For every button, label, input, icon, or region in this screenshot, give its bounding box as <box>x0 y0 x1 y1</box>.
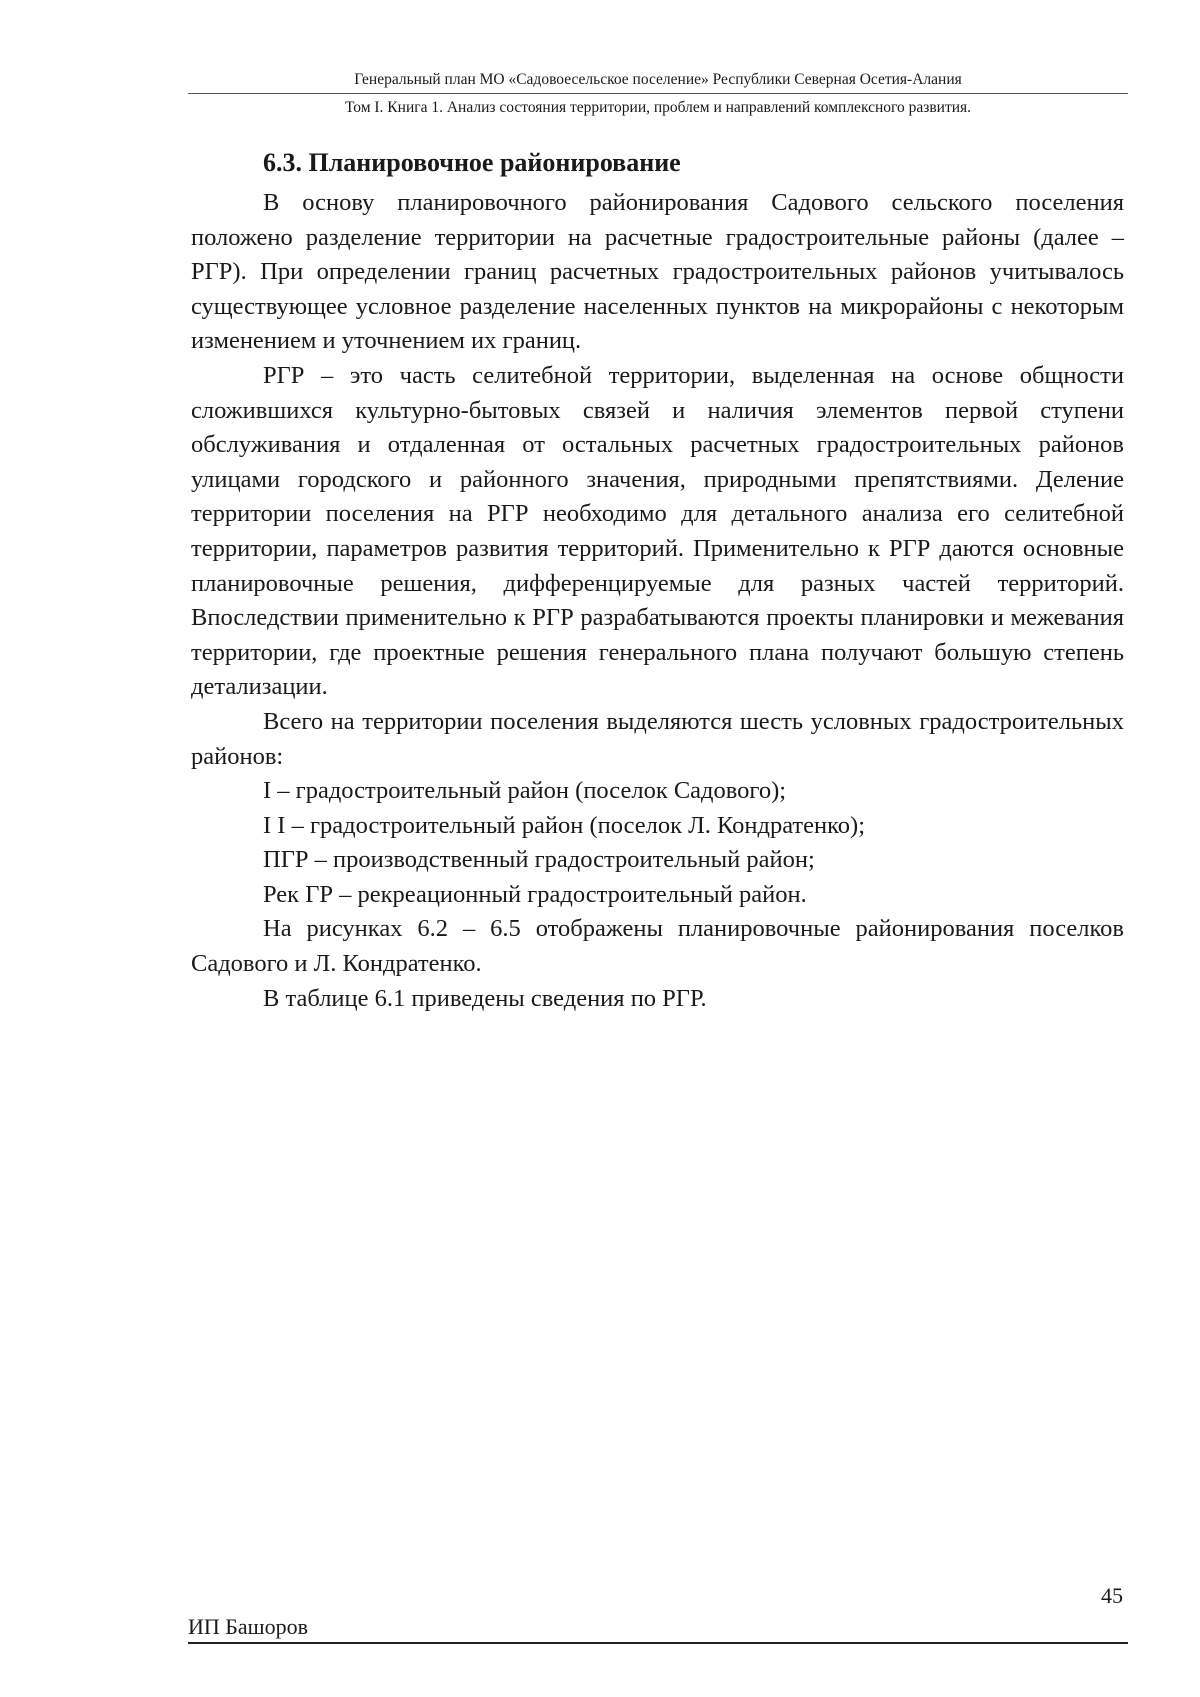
list-item-district-2: I I – градостроительный район (поселок Л. Кондратенко); <box>263 811 865 839</box>
list-item-district-1: I – градостроительный район (поселок Садового); <box>263 777 787 805</box>
page-number: 45 <box>1101 1583 1123 1608</box>
header-volume-title: Том I. Книга 1. Анализ состояния территории, проблем и направлений комплексного развития. <box>344 99 972 116</box>
main-content <box>191 146 1124 1016</box>
paragraph-figures-reference: На рисунках 6.2 – 6.5 отображены планировочные районирования поселков Садового и Л. Кондратенко. <box>191 915 1124 978</box>
header-plan-title: Генеральный план МО «Садовоесельское поселение» Республики Северная Осетия-Алания <box>188 70 1128 94</box>
footer-author: ИП Башоров <box>188 1614 309 1639</box>
list-item-industrial-district: ПГР – производственный градостроительный район; <box>263 846 815 874</box>
paragraph-district-count: Всего на территории поселения выделяются шесть условных градостроительных районов: <box>191 707 1124 770</box>
page-footer <box>188 1614 1128 1644</box>
paragraph-intro: В основу планировочного районирования Садового сельского поселения положено разделение территории на расчетные градостроительные районы (далее – РГР). При определении границ расчетных градостроительных районов учитывалось существующее условное разделение населенных пунктов на микрорайоны с некоторым изменением и уточнением их границ. <box>191 189 1124 355</box>
section-title: 6.3. Планировочное районирование <box>263 148 681 177</box>
running-header <box>188 70 1128 118</box>
list-item-recreational-district: Рек ГР – рекреационный градостроительный район. <box>263 880 807 908</box>
paragraph-rgr-definition: РГР – это часть селитебной территории, выделенная на основе общности сложившихся культурно-бытовых связей и наличия элементов первой ступени обслуживания и отдаленная от остальных расчетных градостроительных районов улицами городского и районного значения, природными препятствиями. Деление территории поселения на РГР необходимо для детального анализа его селитебной территории, параметров развития территорий. Применительно к РГР даются основные планировочные решения, дифференцируемые для разных частей территорий. Впоследствии применительно к РГР разрабатываются проекты планировки и межевания территории, где проектные решения генерального плана получают большую степень детализации. <box>191 361 1124 701</box>
paragraph-table-reference: В таблице 6.1 приведены сведения по РГР. <box>263 984 707 1012</box>
